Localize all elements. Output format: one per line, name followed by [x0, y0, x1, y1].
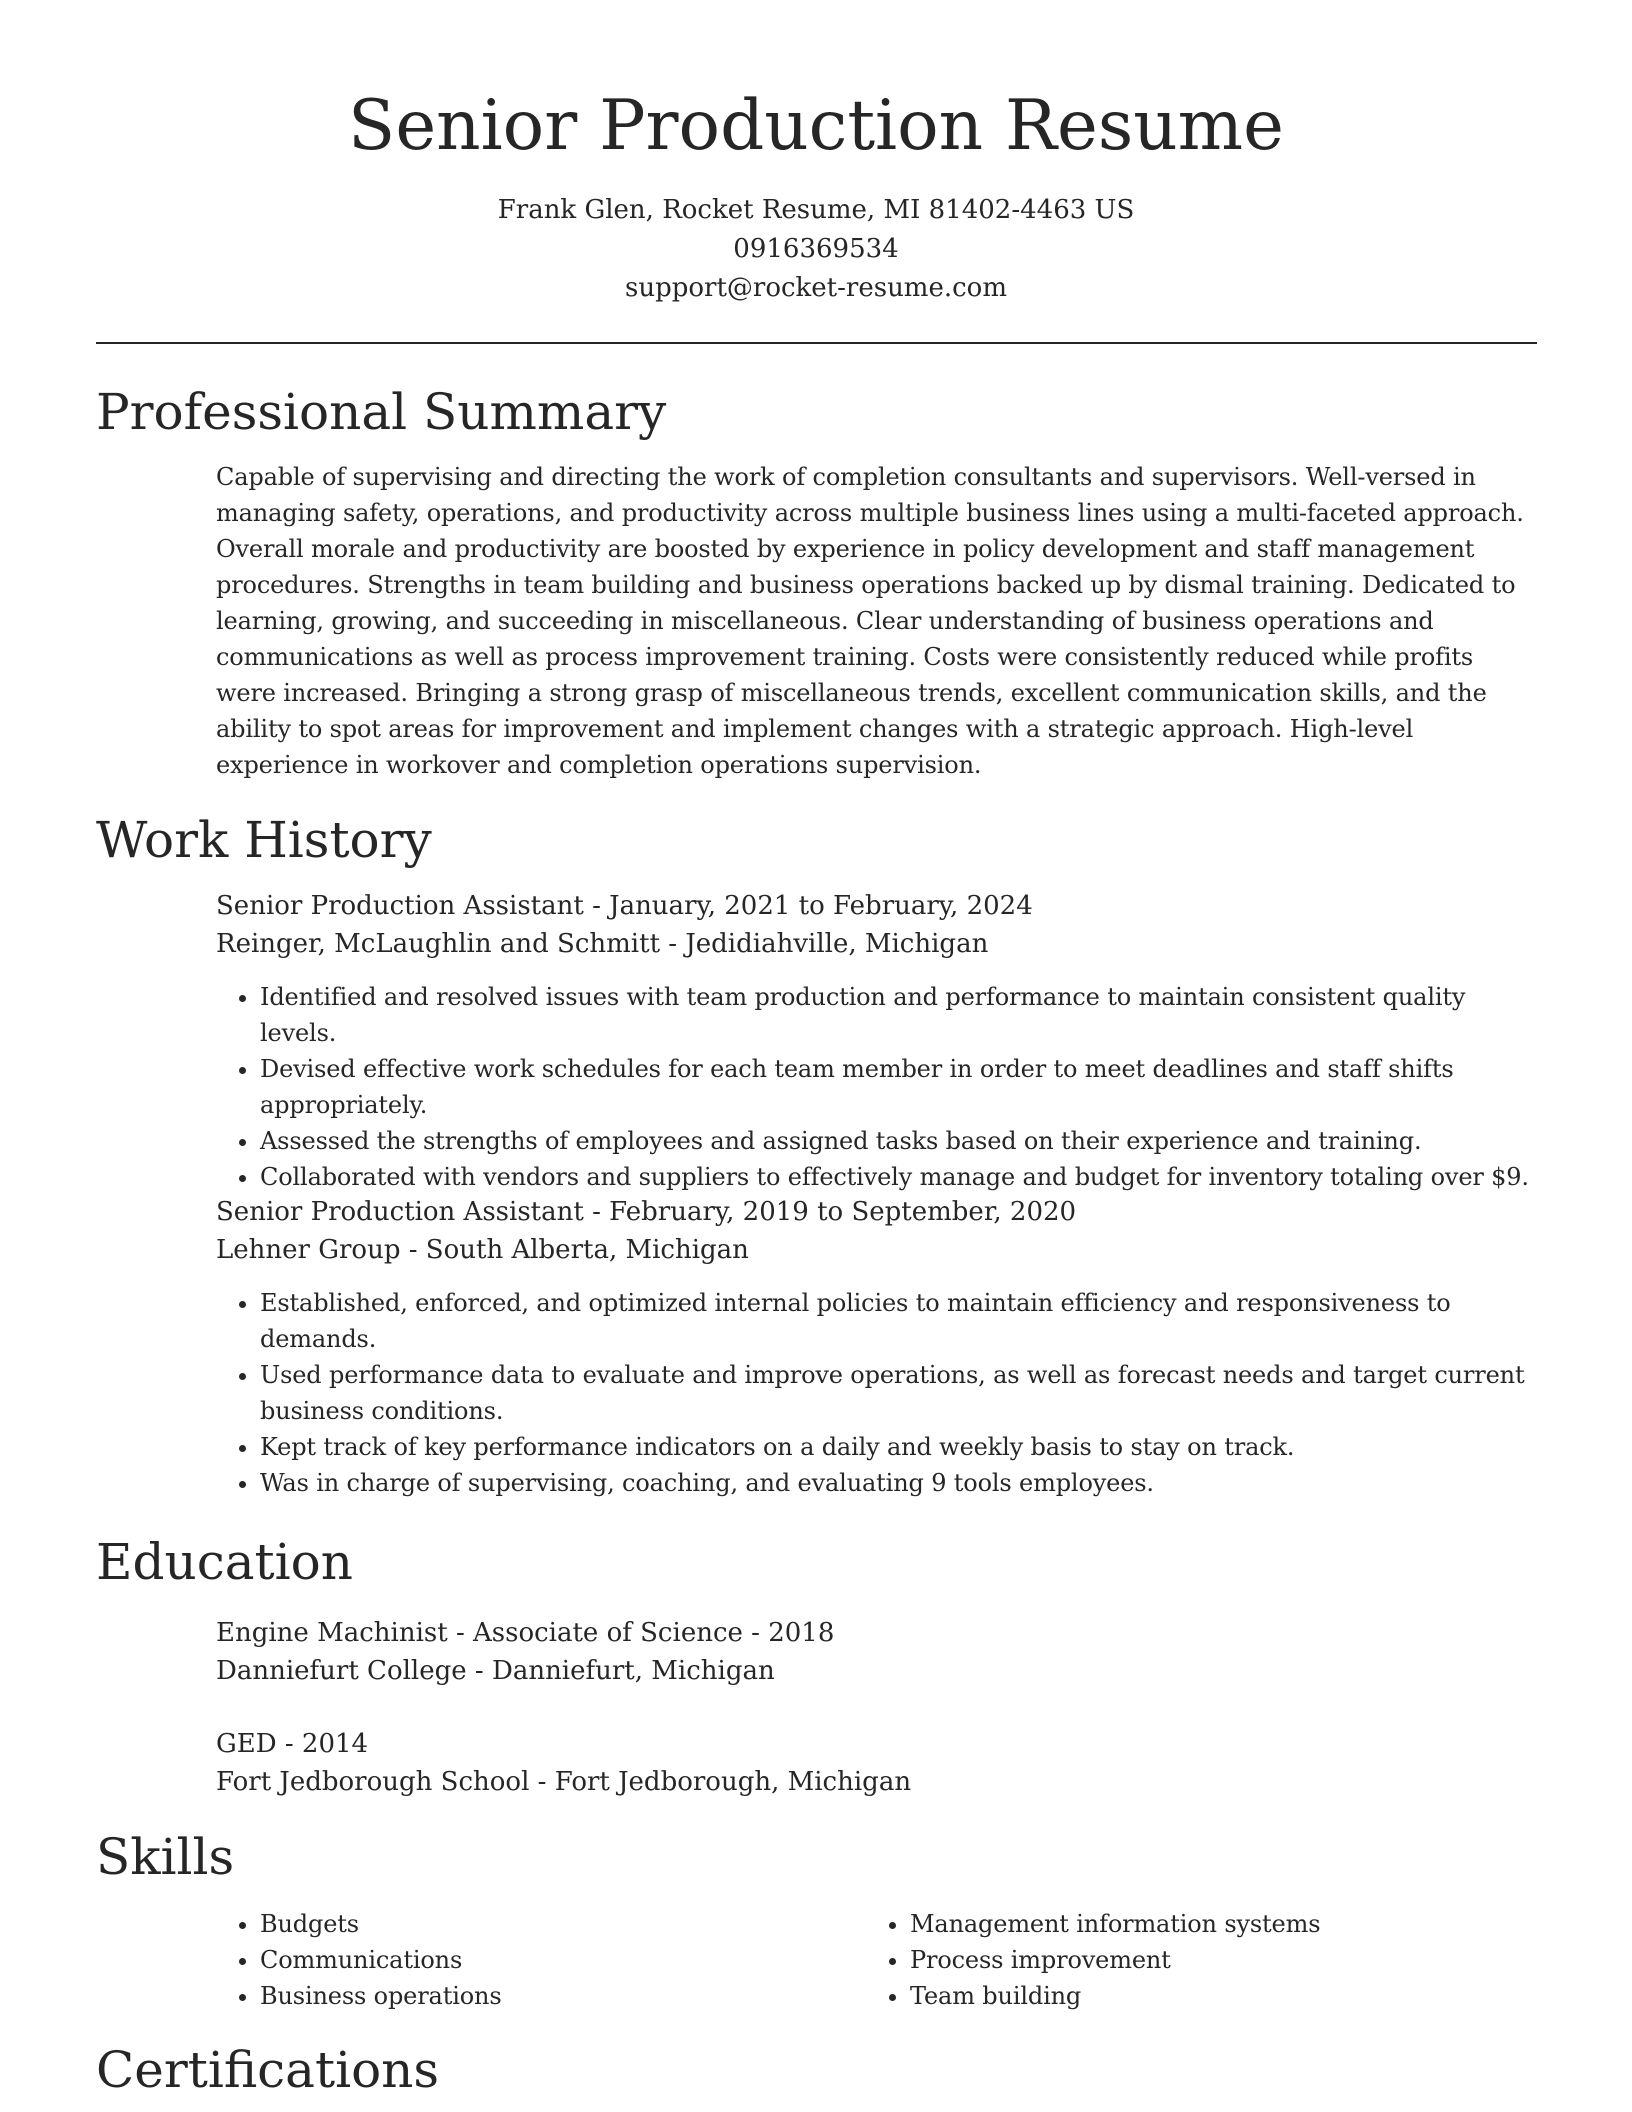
skill-item: • Communications — [260, 1942, 866, 1978]
job-entry — [216, 1193, 1536, 1501]
skill-item: • Budgets — [260, 1906, 866, 1942]
contact-phone: 0916369534 — [733, 234, 899, 264]
education-degree: GED — [216, 1729, 277, 1759]
job-location: - South Alberta, Michigan — [400, 1235, 749, 1265]
contact-address: Frank Glen, Rocket Resume, MI 81402-4463 US — [497, 195, 1135, 225]
job-bullet: • Was in charge of supervising, coaching, and evaluating 9 tools employees. — [260, 1465, 1536, 1501]
education-degree: Engine Machinist - Associate of Science — [216, 1618, 743, 1648]
job-bullets — [216, 1285, 1536, 1501]
job-company-line — [216, 925, 1536, 963]
job-company-line — [216, 1231, 1536, 1269]
job-company: Reinger, McLaughlin and Schmitt — [216, 929, 661, 959]
skill-item: • Team building — [910, 1978, 1516, 2014]
education-school-line — [216, 1652, 1536, 1690]
job-location: - Jedidiahville, Michigan — [660, 929, 989, 959]
skills-bullets — [216, 1906, 866, 2014]
job-title-line — [216, 1193, 1536, 1231]
education-school: Danniefurt College — [216, 1656, 467, 1686]
contact-email: support@rocket-resume.com — [624, 273, 1007, 303]
education-school-line — [216, 1763, 1536, 1801]
summary-section — [216, 459, 1536, 783]
job-title-line — [216, 887, 1536, 925]
education-location: - Danniefurt, Michigan — [466, 1656, 775, 1686]
summary-heading: Professional Summary — [96, 383, 667, 441]
skills-column-left — [216, 1906, 866, 2014]
work-history-heading: Work History — [96, 811, 432, 869]
education-year: - 2014 — [276, 1729, 369, 1759]
education-entry — [216, 1614, 1536, 1690]
job-dates: - February, 2019 to September, 2020 — [583, 1197, 1077, 1227]
education-school: Fort Jedborough School — [216, 1767, 530, 1797]
skills-bullets — [866, 1906, 1516, 2014]
skill-item: • Business operations — [260, 1978, 866, 2014]
job-company: Lehner Group — [216, 1235, 401, 1265]
job-bullet: • Established, enforced, and optimized internal policies to maintain efficiency and responsiveness to demands. — [260, 1285, 1536, 1357]
job-bullet: • Collaborated with vendors and suppliers to effectively manage and budget for inventory totaling over $9. — [260, 1159, 1536, 1195]
education-degree-line — [216, 1614, 1536, 1652]
education-degree-line — [216, 1725, 1536, 1763]
skill-item: • Management information systems — [910, 1906, 1516, 1942]
skills-heading: Skills — [96, 1828, 235, 1886]
job-title: Senior Production Assistant — [216, 1197, 584, 1227]
job-bullet: • Used performance data to evaluate and improve operations, as well as forecast needs and target current business conditions. — [260, 1357, 1536, 1429]
education-heading: Education — [96, 1533, 353, 1591]
resume-title: Senior Production Resume — [348, 86, 1284, 166]
education-location: - Fort Jedborough, Michigan — [529, 1767, 912, 1797]
job-dates: - January, 2021 to February, 2024 — [583, 891, 1033, 921]
job-bullet: • Kept track of key performance indicators on a daily and weekly basis to stay on track. — [260, 1429, 1536, 1465]
header-divider — [96, 342, 1537, 344]
certifications-heading: Certifications — [96, 2041, 440, 2099]
job-bullets — [216, 979, 1536, 1195]
job-bullet: • Devised effective work schedules for each team member in order to meet deadlines and staff shifts appropriately. — [260, 1051, 1536, 1123]
education-entry — [216, 1725, 1536, 1801]
skills-list — [216, 1906, 1536, 2014]
contact-block — [0, 191, 1632, 308]
job-bullet: • Assessed the strengths of employees and assigned tasks based on their experience and training. — [260, 1123, 1536, 1159]
education-year: - 2018 — [742, 1618, 835, 1648]
job-entry — [216, 887, 1536, 1195]
job-bullet: • Identified and resolved issues with team production and performance to maintain consistent quality levels. — [260, 979, 1536, 1051]
summary-text: Capable of supervising and directing the work of completion consultants and supervisors. Well-versed in managing safety, operations, and productivity across multiple business lines using a multi-faceted approach. Overall morale and productivity are boosted by experience in policy development and staff management procedures. Strengths in team building and business operations backed up by dismal training. Dedicated to learning, growing, and succeeding in miscellaneous. Clear understanding of business operations and communications as well as process improvement training. Costs were consistently reduced while profits were increased. Bringing a strong grasp of miscellaneous trends, excellent communication skills, and the ability to spot areas for improvement and implement changes with a strategic approach. High-level experience in workover and completion operations supervision. — [216, 463, 1524, 779]
job-title: Senior Production Assistant — [216, 891, 584, 921]
skills-column-right — [866, 1906, 1516, 2014]
skill-item: • Process improvement — [910, 1942, 1516, 1978]
